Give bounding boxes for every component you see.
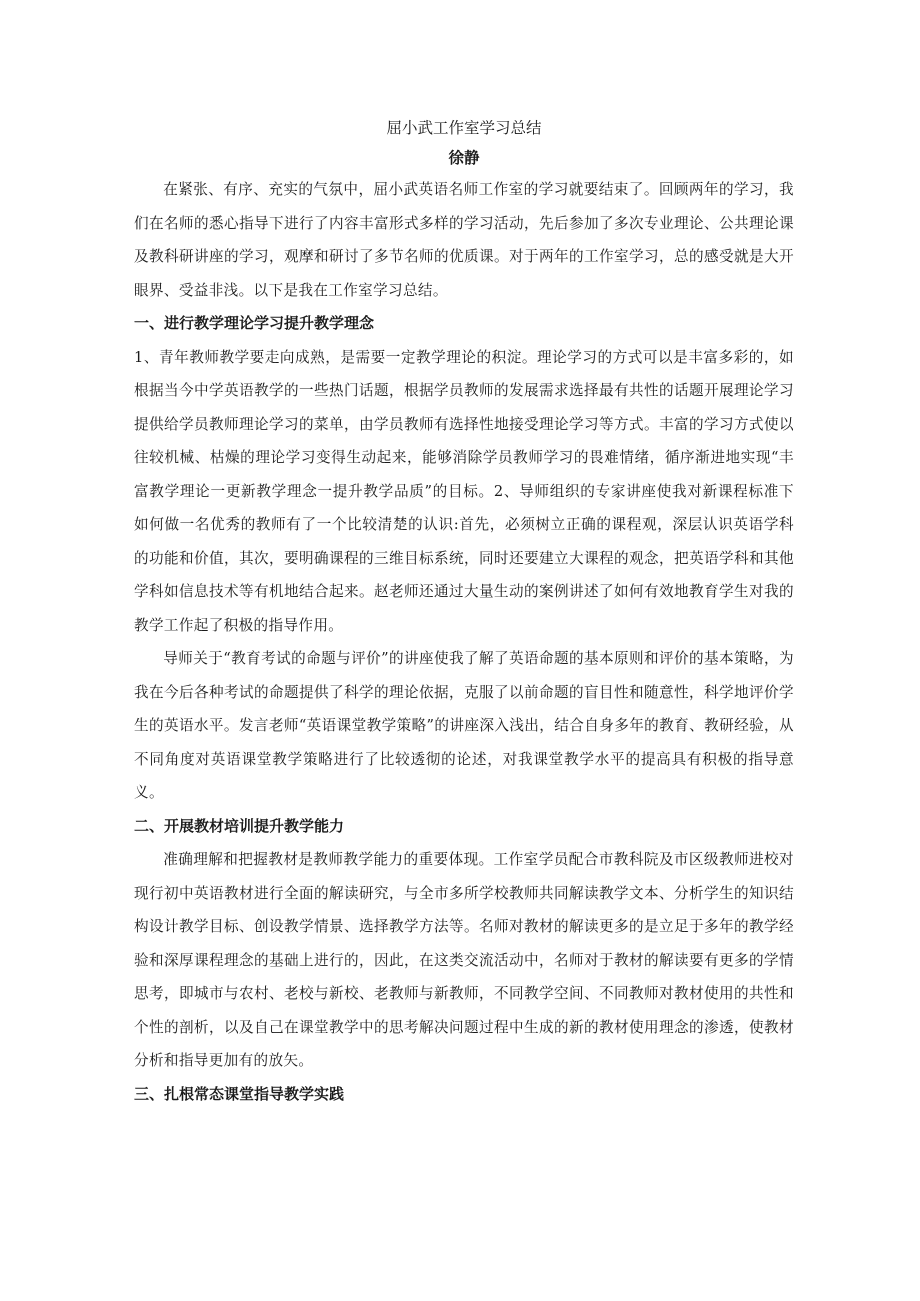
section-1-paragraph-2: 导师关于“教育考试的命题与评价”的讲座使我了解了英语命题的基本原则和评价的基本策略，为我在今后各种考试的命题提供了科学的理论依据，克服了以前命题的盲目性和随意性，科学地评价学生的英语水平。发言老师“英语课堂教学策略”的讲座深入浅出，结合自身多年的教育、教研经验，从不同角度对英语课堂教学策略进行了比较透彻的论述，对我课堂教学水平的提高具有积极的指导意义。 [134, 650, 794, 801]
document-author: 徐静 [448, 149, 480, 167]
document-page [134, 113, 794, 1111]
section-2-paragraph-1: 准确理解和把握教材是教师教学能力的重要体现。工作室学员配合市教科院及市区级教师进校对现行初中英语教材进行全面的解读研究，与全市多所学校教师共同解读教学文本、分析学生的知识结构设计教学目标、创设教学情景、选择教学方法等。名师对教材的解读更多的是立足于多年的教学经验和深厚课程理念的基础上进行的，因此，在这类交流活动中，名师对于教材的解读要有更多的学情思考，即城市与农村、老校与新校、老教师与新教师，不同教学空间、不同教师对教材使用的共性和个性的剖析，以及自己在课堂教学中的思考解决问题过程中生成的新的教材使用理念的渗透，使教材分析和指导更加有的放矢。 [134, 851, 794, 1069]
intro-paragraph: 在紧张、有序、充实的气氛中，屈小武英语名师工作室的学习就要结束了。回顾两年的学习，我们在名师的悉心指导下进行了内容丰富形式多样的学习活动，先后参加了多次专业理论、公共理论课及教科研讲座的学习，观摩和研讨了多节名师的优质课。对于两年的工作室学习，总的感受就是大开眼界、受益非浅。以下是我在工作室学习总结。 [134, 181, 794, 299]
section-3-heading: 三、扎根常态课堂指导教学实践 [134, 1084, 345, 1103]
document-title: 屈小武工作室学习总结 [386, 119, 542, 137]
section-1-heading: 一、进行教学理论学习提升教学理念 [134, 314, 375, 332]
section-1-paragraph-1: 1、青年教师教学要走向成熟，是需要一定教学理论的积淀。理论学习的方式可以是丰富多彩的，如根据当今中学英语教学的一些热门话题，根据学员教师的发展需求选择最有共性的话题开展理论学习提供给学员教师理论学习的菜单，由学员教师有选择性地接受理论学习等方式。丰富的学习方式使以往较机械、枯燥的理论学习变得生动起来，能够消除学员教师学习的畏难情绪，循序渐进地实现“丰富教学理论一更新教学理念一提升教学品质”的目标。2、导师组织的专家讲座使我对新课程标准下如何做一名优秀的教师有了一个比较清楚的认识:首先，必须树立正确的课程观，深层认识英语学科的功能和价值，其次，要明确课程的三维目标系统，同时还要建立大课程的观念，把英语学科和其他学科如信息技术等有机地结合起来。赵老师还通过大量生动的案例讲述了如何有效地教育学生对我的教学工作起了积极的指导作用。 [134, 348, 794, 634]
section-2-heading: 二、开展教材培训提升教学能力 [134, 816, 345, 835]
